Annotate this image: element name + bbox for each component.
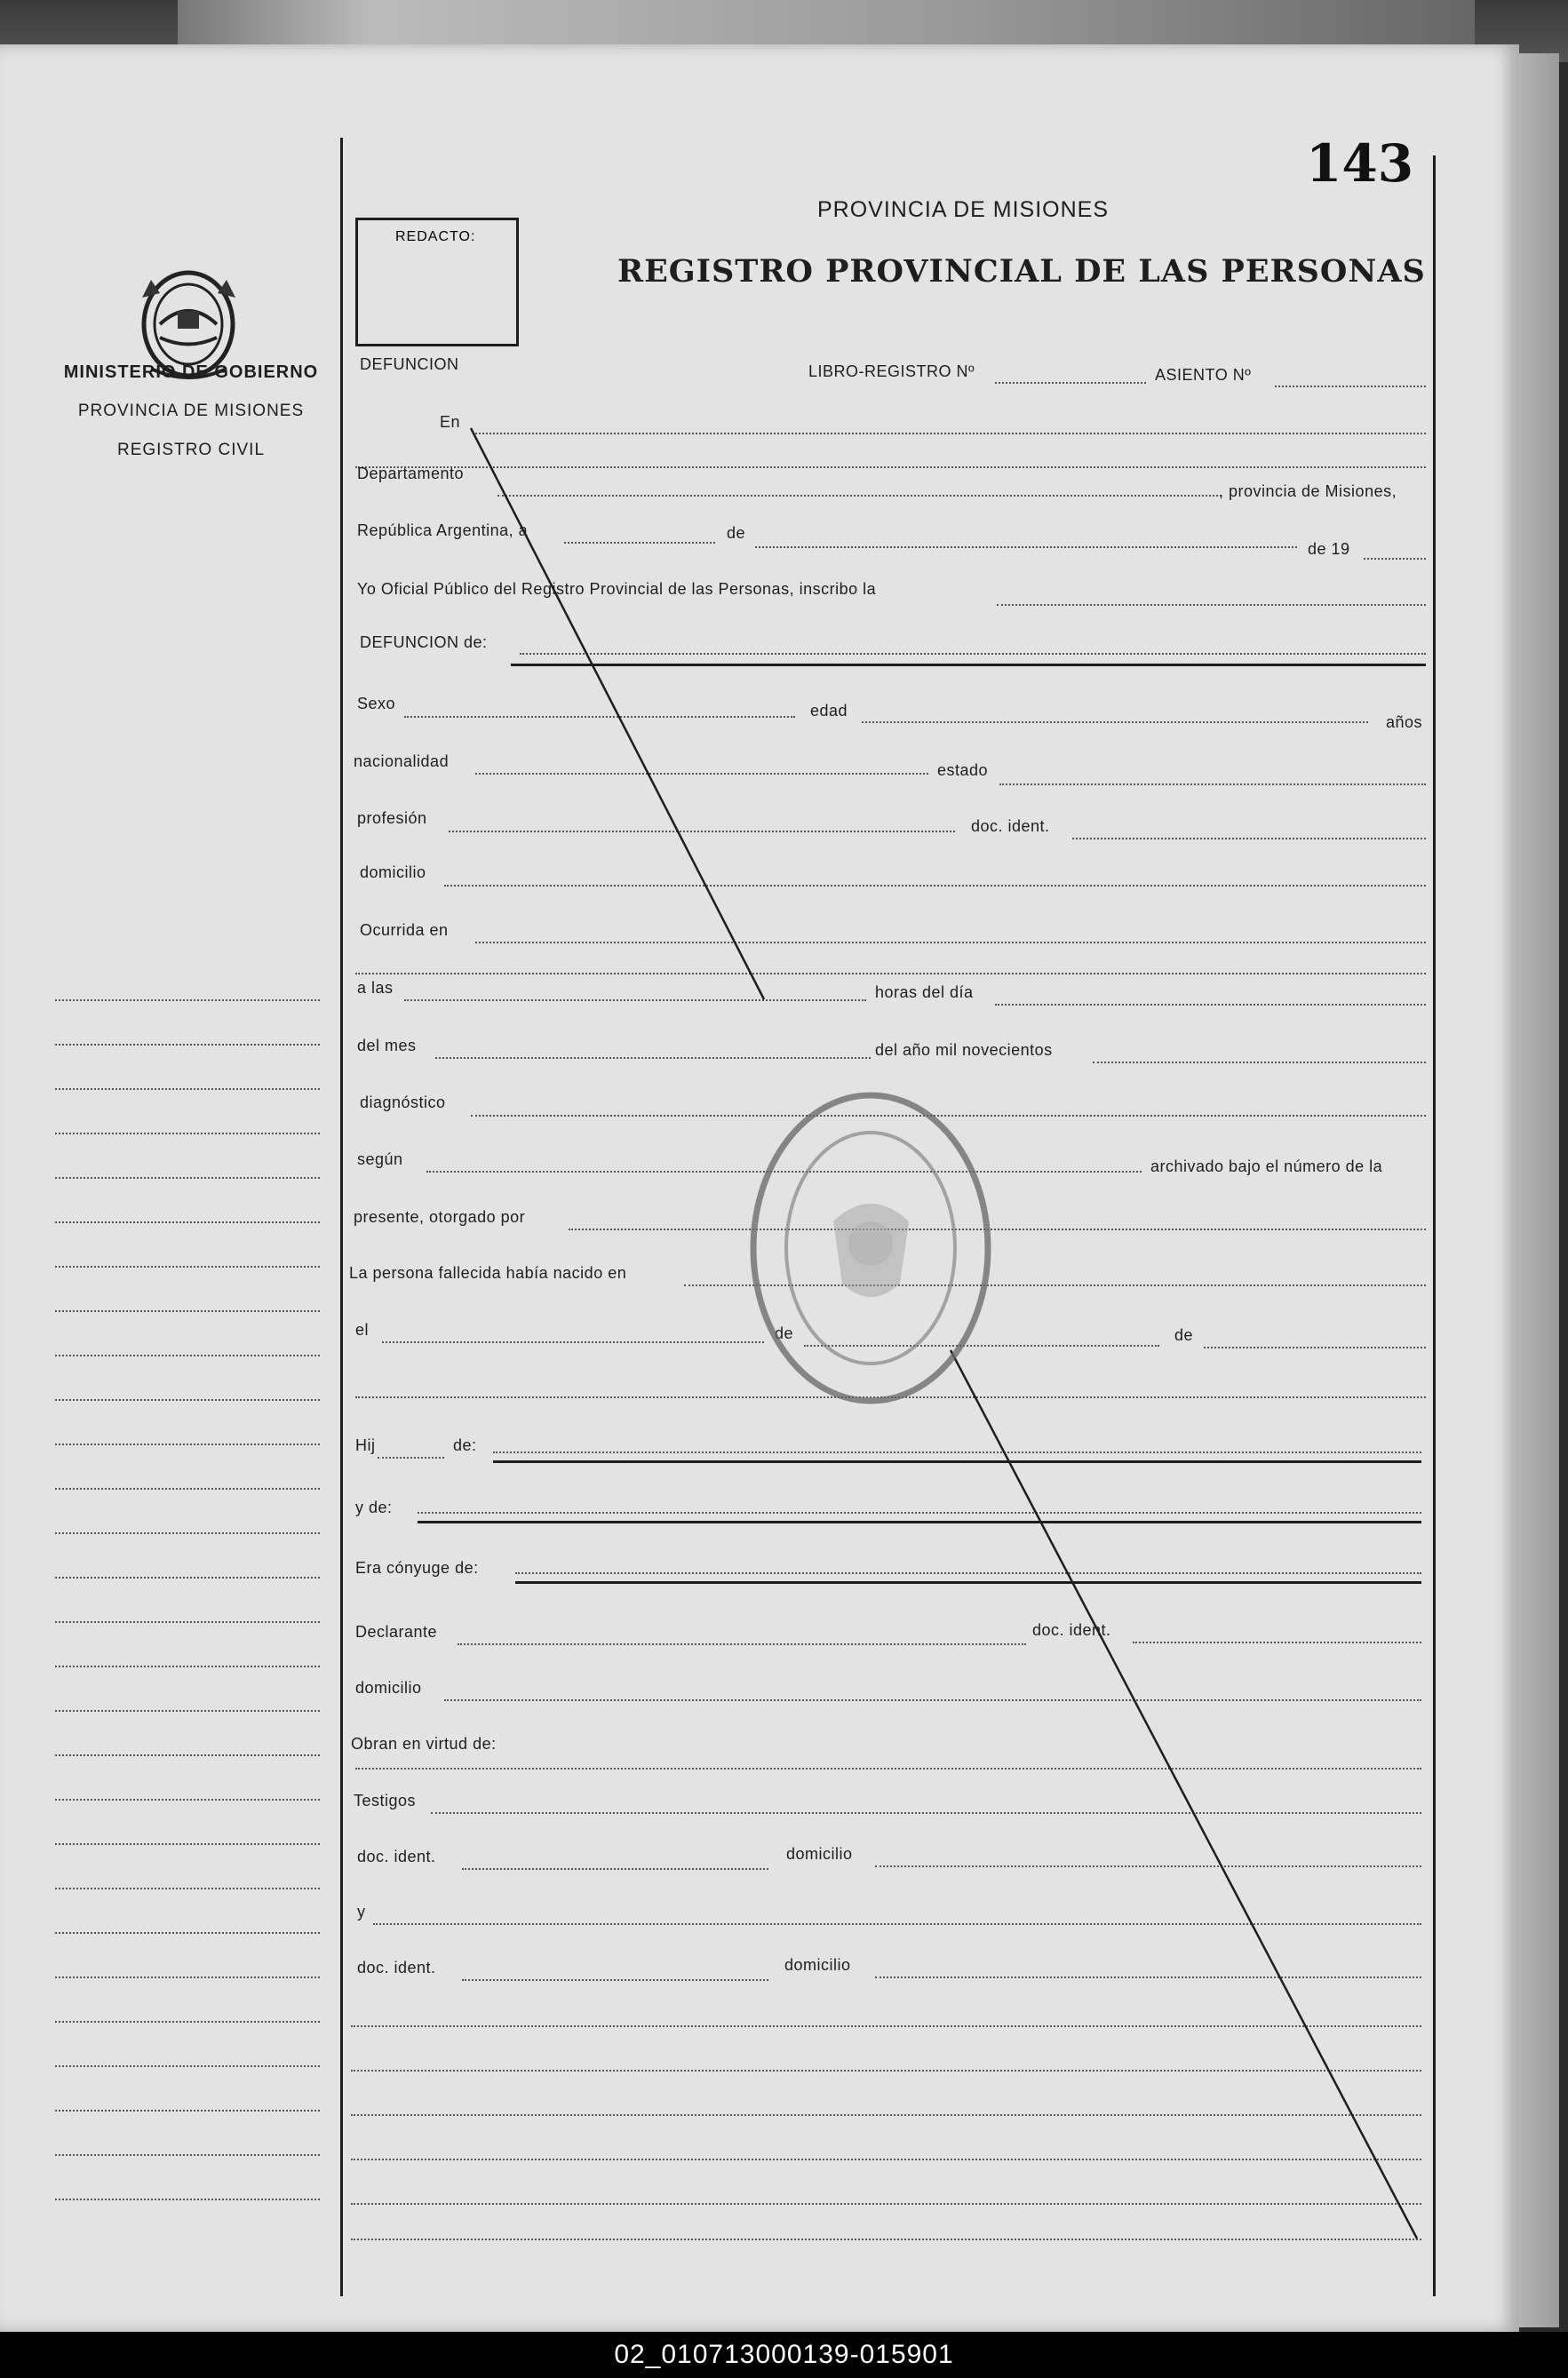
label-defuncion-header: DEFUNCION xyxy=(360,355,459,373)
label-de-19: de 19 xyxy=(1308,540,1350,558)
label-domicilio-testigo-1: domicilio xyxy=(786,1845,853,1863)
label-segun: según xyxy=(357,1150,403,1168)
label-presente: presente, otorgado por xyxy=(354,1208,526,1226)
label-doc-ident-testigo-1: doc. ident. xyxy=(357,1848,436,1865)
redacto-label: REDACTO: xyxy=(395,229,476,244)
label-republica: República Argentina, a xyxy=(357,521,529,539)
label-profesion: profesión xyxy=(357,809,427,827)
label-de-a: de xyxy=(775,1324,794,1342)
label-del-ano: del año mil novecientos xyxy=(875,1041,1053,1059)
label-declarante: Declarante xyxy=(355,1623,438,1641)
label-libro-registro: LIBRO-REGISTRO Nº xyxy=(808,362,975,380)
label-defuncion-de: DEFUNCION de: xyxy=(360,633,488,651)
label-anos: años xyxy=(1386,713,1423,731)
registry-title: REGISTRO PROVINCIAL DE LAS PERSONAS xyxy=(617,253,1426,290)
label-domicilio-testigo-2: domicilio xyxy=(784,1956,851,1974)
document-page xyxy=(0,44,1519,2332)
label-ocurrida-en: Ocurrida en xyxy=(360,921,449,939)
province-heading: PROVINCIA DE MISIONES xyxy=(817,197,1110,222)
label-de-mes: de xyxy=(727,524,746,542)
label-yo-oficial: Yo Oficial Público del Registro Provincial de las Personas, inscribo la xyxy=(357,580,877,598)
province-subheading: PROVINCIA DE MISIONES xyxy=(77,402,305,420)
label-doc-ident-declarante: doc. ident. xyxy=(1032,1621,1111,1639)
label-horas-del-dia: horas del día xyxy=(875,983,974,1001)
label-del-mes: del mes xyxy=(357,1037,417,1054)
label-departamento: Departamento xyxy=(357,465,465,482)
ministry-heading: MINISTERIO DE GOBIERNO xyxy=(63,362,319,382)
label-el: el xyxy=(355,1321,370,1339)
label-provincia-misiones: , provincia de Misiones, xyxy=(1219,482,1397,500)
label-diagnostico: diagnóstico xyxy=(360,1094,446,1111)
label-testigos: Testigos xyxy=(354,1792,417,1809)
registro-civil-subheading: REGISTRO CIVIL xyxy=(116,441,266,459)
registry-seal-stamp-icon xyxy=(744,1088,998,1408)
label-persona-fallecida: La persona fallecida había nacido en xyxy=(349,1264,627,1282)
label-y-de: y de: xyxy=(355,1499,393,1516)
label-asiento: ASIENTO Nº xyxy=(1155,366,1252,384)
label-y-testigo-2: y xyxy=(357,1903,366,1921)
page-number: 143 xyxy=(1306,133,1414,194)
label-era-conyuge: Era cónyuge de: xyxy=(355,1559,479,1577)
label-archivado: archivado bajo el número de la xyxy=(1150,1157,1383,1175)
label-obran: Obran en virtud de: xyxy=(351,1735,497,1753)
label-nacionalidad: nacionalidad xyxy=(354,752,450,770)
label-hij-de: de: xyxy=(453,1436,477,1454)
label-en: En xyxy=(440,413,461,431)
label-estado: estado xyxy=(937,761,989,779)
label-domicilio-declarante: domicilio xyxy=(355,1679,422,1697)
label-doc-ident-testigo-2: doc. ident. xyxy=(357,1959,436,1976)
label-edad: edad xyxy=(810,702,848,720)
label-a-las: a las xyxy=(357,979,394,997)
label-domicilio: domicilio xyxy=(360,863,426,881)
label-hij: Hij xyxy=(355,1436,376,1454)
label-de-b: de xyxy=(1174,1326,1194,1344)
label-sexo: Sexo xyxy=(357,695,396,712)
archive-identifier: 02_010713000139-015901 xyxy=(0,2332,1568,2378)
label-doc-ident: doc. ident. xyxy=(971,817,1050,835)
